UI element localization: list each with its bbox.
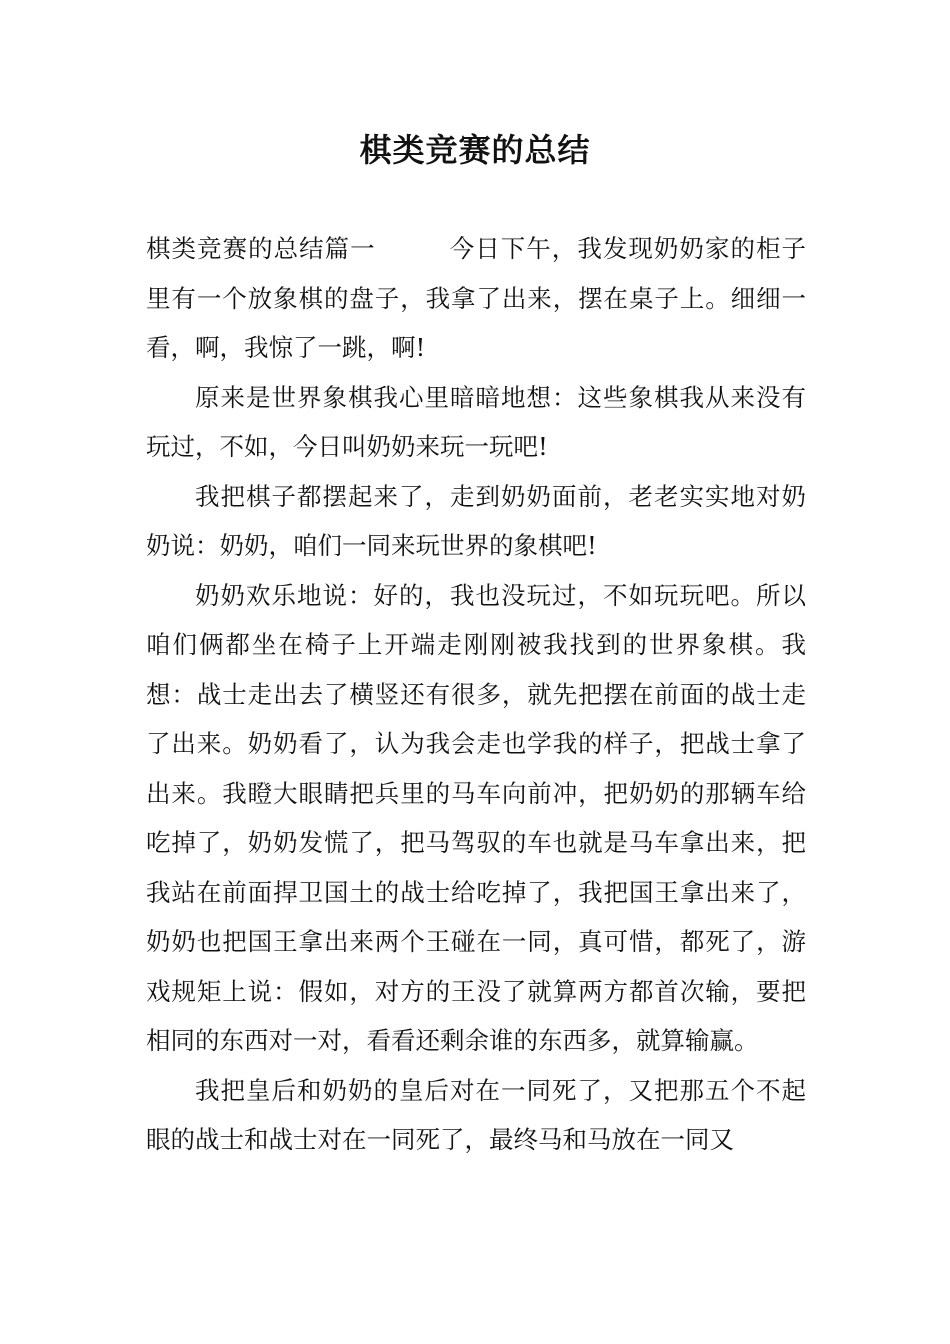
paragraph-2: 原来是世界象棋我心里暗暗地想：这些象棋我从来没有玩过，不如，今日叫奶奶来玩一玩吧! — [146, 382, 806, 461]
paragraph-3: 我把棋子都摆起来了，走到奶奶面前，老老实实地对奶奶说：奶奶，咱们一同来玩世界的象棋吧! — [146, 481, 806, 560]
paragraph-1-text: 今日下午，我发现奶奶家的柜子里有一个放象棋的盘子，我拿了出来，摆在桌子上。细细一看，啊，我惊了一跳，啊! — [146, 234, 807, 362]
document-title: 棋类竞赛的总结 — [359, 131, 591, 169]
paragraph-4: 奶奶欢乐地说：好的，我也没玩过，不如玩玩吧。所以咱们俩都坐在椅子上开端走刚刚被我找到的世界象棋。我想：战士走出去了横竖还有很多，就先把摆在前面的战士走了出来。奶奶看了，认为我会走也学我的样子，把战士拿了出来。我瞪大眼睛把兵里的马车向前冲，把奶奶的那辆车给吃掉了，奶奶发慌了，把马驾驭的车也就是马车拿出来，把我站在前面捍卫国土的战士给吃掉了，我把国王拿出来了，奶奶也把国王拿出来两个王碰在一同，真可惜，都死了，游戏规矩上说：假如，对方的王没了就算两方都首次输，要把相同的东西对一对，看看还剩余谁的东西多，就算输赢。 — [146, 580, 806, 1055]
paragraph-5: 我把皇后和奶奶的皇后对在一同死了，又把那五个不起眼的战士和战士对在一同死了，最终马和马放在一同又 — [146, 1075, 806, 1154]
document-body — [146, 224, 806, 1165]
paragraph-1 — [146, 224, 806, 373]
section-heading: 棋类竞赛的总结篇一 — [146, 234, 376, 263]
